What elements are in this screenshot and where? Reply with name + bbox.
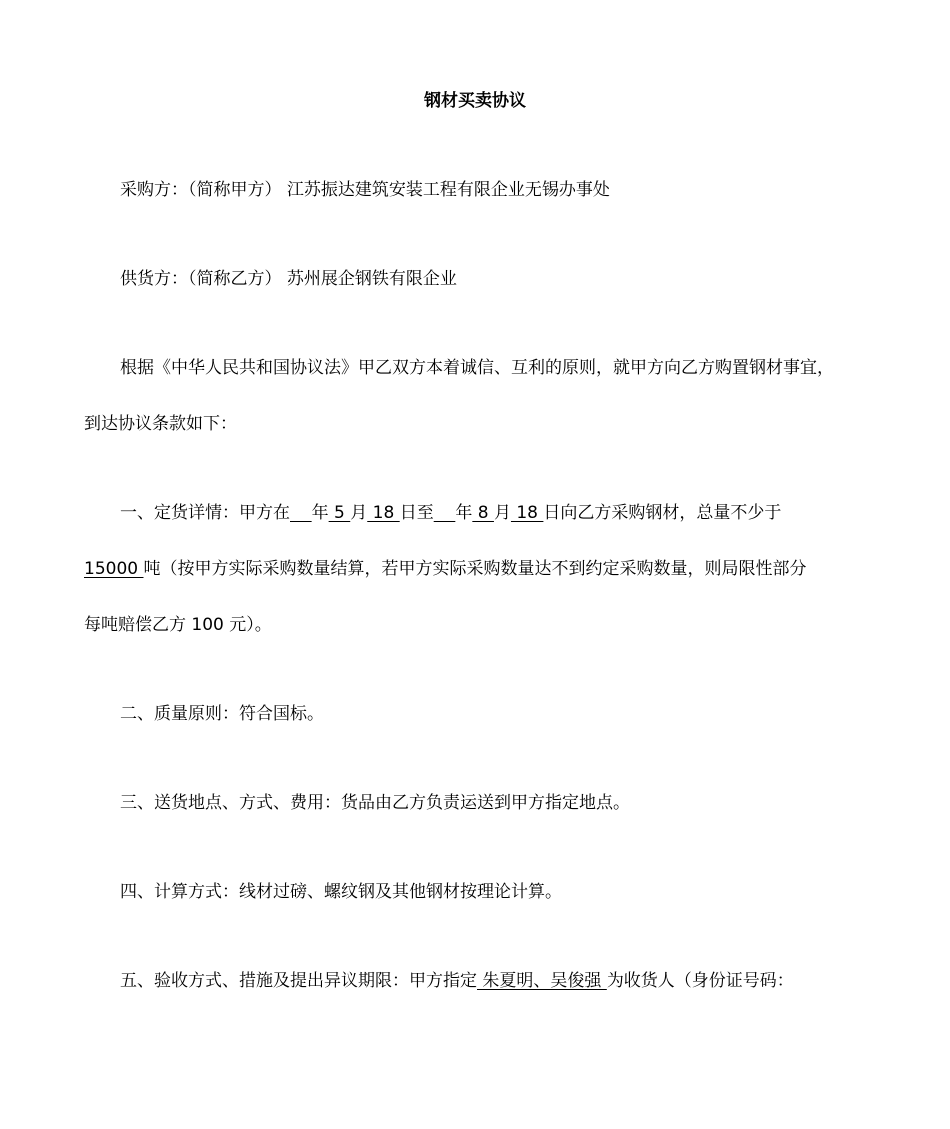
quantity-value: 15000 [84, 559, 144, 579]
clause-1-line-1 [120, 501, 781, 525]
preamble-line-1: 根据《中华人民共和国协议法》甲乙双方本着诚信、互利的原则，就甲方向乙方购置钢材事宜， [120, 358, 834, 378]
end-month-label: 月 [493, 503, 511, 523]
preamble-line-2: 到达协议条款如下： [84, 414, 237, 434]
start-year-label: 年 [311, 503, 329, 523]
end-day-value: 18 [510, 503, 544, 523]
clause-1-suffix: 日向乙方采购钢材，总量不少于 [543, 503, 782, 523]
clause-3: 三、送货地点、方式、费用：货品由乙方负责运送到甲方指定地点。 [120, 793, 630, 813]
clause-4: 四、计算方式：线材过磅、螺纹钢及其他钢材按理论计算。 [120, 882, 562, 902]
start-year-blank [290, 503, 312, 523]
start-day-label: 日至 [399, 503, 434, 523]
supplier-line: 供货方：（简称乙方） 苏州展企钢铁有限企业 [120, 269, 457, 289]
clause-1-line-2-rest: 吨（按甲方实际采购数量结算，若甲方实际采购数量达不到约定采购数量，则局限性部分 [143, 559, 807, 579]
receivers-value: 朱夏明、吴俊强 [477, 971, 607, 991]
start-month-value: 5 [328, 503, 351, 523]
clause-5-line-1 [120, 969, 794, 993]
clause-2: 二、质量原则：符合国标。 [120, 704, 324, 724]
clause-1-line-3: 每吨赔偿乙方 100 元）。 [84, 615, 272, 635]
start-month-label: 月 [350, 503, 368, 523]
clause-1-prefix: 一、定货详情：甲方在 [120, 503, 290, 523]
purchaser-line: 采购方：（简称甲方） 江苏振达建筑安装工程有限企业无锡办事处 [120, 180, 610, 200]
start-day-value: 18 [367, 503, 400, 523]
document-title: 钢材买卖协议 [424, 91, 526, 111]
clause-5-prefix: 五、验收方式、措施及提出异议期限：甲方指定 [120, 971, 477, 991]
clause-5-suffix: 为收货人（身份证号码： [606, 971, 794, 991]
end-year-blank [434, 503, 456, 523]
clause-1-line-2 [84, 557, 806, 581]
end-year-label: 年 [455, 503, 473, 523]
end-month-value: 8 [472, 503, 494, 523]
